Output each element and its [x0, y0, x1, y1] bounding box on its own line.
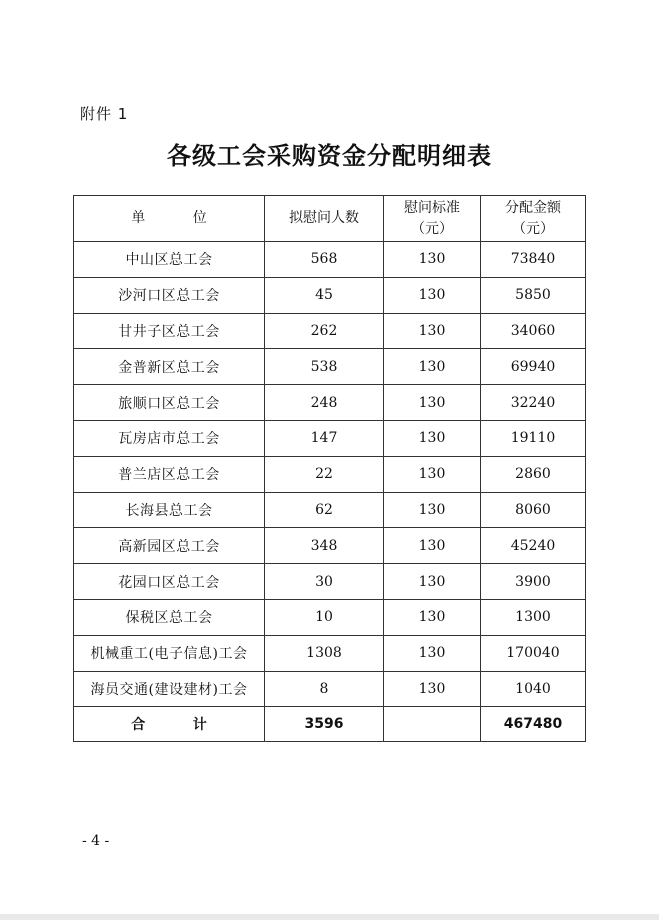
cell-standard: 130: [384, 456, 481, 492]
header-standard: [384, 196, 481, 242]
cell-count: 147: [265, 420, 384, 456]
cell-count: 348: [265, 528, 384, 564]
cell-unit: 海员交通(建设建材)工会: [74, 671, 265, 707]
cell-standard: 130: [384, 671, 481, 707]
cell-standard: 130: [384, 635, 481, 671]
total-count: 3596: [265, 707, 384, 742]
table-row: [74, 528, 586, 564]
cell-unit: 高新园区总工会: [74, 528, 265, 564]
cell-standard: 130: [384, 385, 481, 421]
header-standard-line2: （元）: [411, 220, 453, 237]
table-row: [74, 599, 586, 635]
cell-unit: 甘井子区总工会: [74, 313, 265, 349]
cell-standard: 130: [384, 599, 481, 635]
cell-unit: 金普新区总工会: [74, 349, 265, 385]
cell-count: 568: [265, 242, 384, 278]
cell-standard: 130: [384, 277, 481, 313]
allocation-table: [73, 195, 586, 742]
table-row: [74, 385, 586, 421]
table-row: [74, 456, 586, 492]
cell-count: 10: [265, 599, 384, 635]
cell-count: 22: [265, 456, 384, 492]
cell-amount: 73840: [481, 242, 586, 278]
cell-unit: 机械重工(电子信息)工会: [74, 635, 265, 671]
cell-standard: 130: [384, 349, 481, 385]
header-amount-line2: （元）: [512, 220, 554, 237]
header-amount: [481, 196, 586, 242]
page-title: 各级工会采购资金分配明细表: [167, 142, 492, 170]
cell-count: 8: [265, 671, 384, 707]
total-row: [74, 707, 586, 742]
total-standard: [384, 707, 481, 742]
table-row: [74, 420, 586, 456]
header-count: 拟慰问人数: [265, 196, 384, 242]
cell-amount: 5850: [481, 277, 586, 313]
cell-unit: 长海县总工会: [74, 492, 265, 528]
cell-standard: 130: [384, 492, 481, 528]
table-header-row: [74, 196, 586, 242]
cell-amount: 19110: [481, 420, 586, 456]
table-row: [74, 671, 586, 707]
cell-count: 1308: [265, 635, 384, 671]
table-row: [74, 349, 586, 385]
header-amount-line1: 分配金额: [505, 199, 561, 216]
total-label-cell: [74, 707, 265, 742]
cell-count: 262: [265, 313, 384, 349]
cell-unit: 沙河口区总工会: [74, 277, 265, 313]
cell-amount: 34060: [481, 313, 586, 349]
attachment-label: 附件 1: [80, 105, 129, 123]
table-row: [74, 564, 586, 600]
cell-count: 45: [265, 277, 384, 313]
cell-standard: 130: [384, 420, 481, 456]
header-unit-label: 单 位: [131, 210, 224, 226]
table-row: [74, 277, 586, 313]
viewer-bottom-strip: [0, 914, 659, 920]
cell-unit: 花园口区总工会: [74, 564, 265, 600]
header-unit: [74, 196, 265, 242]
cell-amount: 69940: [481, 349, 586, 385]
cell-unit: 中山区总工会: [74, 242, 265, 278]
cell-count: 538: [265, 349, 384, 385]
cell-unit: 普兰店区总工会: [74, 456, 265, 492]
table-row: [74, 492, 586, 528]
cell-amount: 45240: [481, 528, 586, 564]
cell-amount: 8060: [481, 492, 586, 528]
cell-unit: 旅顺口区总工会: [74, 385, 265, 421]
cell-amount: 1040: [481, 671, 586, 707]
table-row: [74, 313, 586, 349]
cell-standard: 130: [384, 564, 481, 600]
cell-standard: 130: [384, 528, 481, 564]
cell-count: 30: [265, 564, 384, 600]
page-number: - 4 -: [82, 833, 110, 849]
cell-amount: 32240: [481, 385, 586, 421]
cell-count: 62: [265, 492, 384, 528]
table-row: [74, 242, 586, 278]
table-row: [74, 635, 586, 671]
cell-standard: 130: [384, 242, 481, 278]
cell-count: 248: [265, 385, 384, 421]
total-amount: 467480: [481, 707, 586, 742]
cell-amount: 170040: [481, 635, 586, 671]
cell-unit: 瓦房店市总工会: [74, 420, 265, 456]
cell-amount: 3900: [481, 564, 586, 600]
total-label: 合 计: [131, 717, 224, 734]
cell-amount: 2860: [481, 456, 586, 492]
cell-standard: 130: [384, 313, 481, 349]
header-standard-line1: 慰问标准: [404, 199, 460, 216]
cell-amount: 1300: [481, 599, 586, 635]
cell-unit: 保税区总工会: [74, 599, 265, 635]
